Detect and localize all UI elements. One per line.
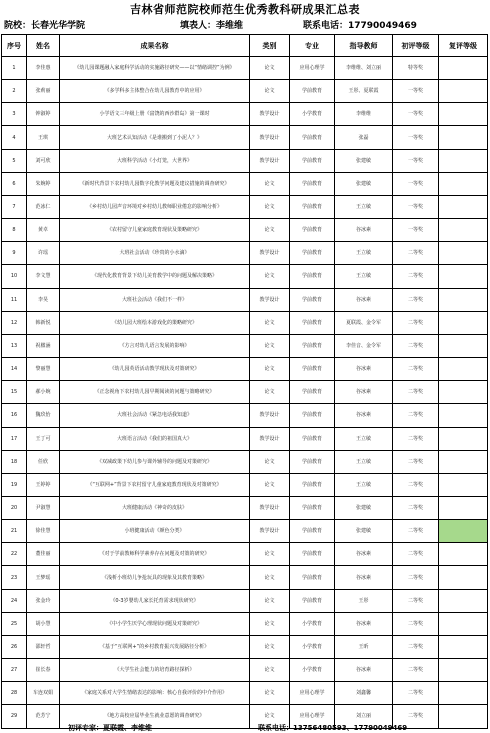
cell-advisor: 谷冰素: [335, 219, 393, 242]
sheet-title: 吉林省师范院校师范生优秀教科研成果汇总表: [130, 3, 360, 16]
cell-no: 12: [2, 311, 27, 334]
cell-title: 《幼儿园大班绘本游戏化的策略研究》: [60, 311, 250, 334]
table-row: [2, 265, 488, 288]
cell-major: 学前教育: [290, 195, 335, 218]
cell-first-grade: 二等奖: [393, 589, 439, 612]
cell-first-grade: 二等奖: [393, 288, 439, 311]
cell-title: 大班社会活动《珍贵的小水滴》: [60, 242, 250, 265]
cell-advisor: 李维维、刘立丽: [335, 57, 393, 80]
cell-second-grade: [439, 80, 488, 103]
col-header-title: 成果名称: [60, 35, 250, 57]
cell-title: 《家庭关系对大学生情绪表达的影响：核心自我评价的中介作用》: [60, 682, 250, 705]
cell-advisor: 张建敏: [335, 172, 393, 195]
cell-second-grade: [439, 404, 488, 427]
cell-major: 学前教育: [290, 427, 335, 450]
cell-category: 论文: [250, 265, 290, 288]
cell-major: 应用心理学: [290, 705, 335, 728]
cell-title: 《基于“互联网+”的乡村教育振兴发展路径分析》: [60, 635, 250, 658]
cell-first-grade: 二等奖: [393, 242, 439, 265]
cell-no: 1: [2, 57, 27, 80]
cell-category: 论文: [250, 195, 290, 218]
cell-name: 王丁可: [27, 427, 60, 450]
cell-name: 董佳丽: [27, 543, 60, 566]
cell-second-grade: [439, 195, 488, 218]
col-header-name: 姓名: [27, 35, 60, 57]
footer-row: [0, 723, 490, 733]
col-header-second-grade: 复评等级: [439, 35, 488, 57]
cell-first-grade: 二等奖: [393, 381, 439, 404]
cell-name: 许瑶: [27, 242, 60, 265]
cell-no: 16: [2, 404, 27, 427]
cell-advisor: 谷冰素: [335, 612, 393, 635]
footer-experts: 初评专家：夏联霞、李维维: [68, 724, 152, 732]
cell-first-grade: 一等奖: [393, 172, 439, 195]
cell-first-grade: 二等奖: [393, 473, 439, 496]
cell-major: 学前教育: [290, 219, 335, 242]
cell-second-grade: [439, 496, 488, 519]
cell-category: 论文: [250, 334, 290, 357]
table-row: [2, 242, 488, 265]
cell-first-grade: 二等奖: [393, 520, 439, 543]
cell-advisor: 王立敏: [335, 450, 393, 473]
cell-category: 论文: [250, 612, 290, 635]
cell-no: 6: [2, 172, 27, 195]
cell-name: 王婷婷: [27, 473, 60, 496]
cell-no: 23: [2, 566, 27, 589]
cell-category: 教学设计: [250, 288, 290, 311]
cell-major: 学前教育: [290, 381, 335, 404]
cell-category: 论文: [250, 311, 290, 334]
cell-name: 魏玖怡: [27, 404, 60, 427]
cell-title: 《浅析小班幼儿争抢玩具的现象及其教育策略》: [60, 566, 250, 589]
cell-no: 22: [2, 543, 27, 566]
cell-second-grade: [439, 682, 488, 705]
cell-no: 25: [2, 612, 27, 635]
table-row: [2, 219, 488, 242]
table-row: [2, 496, 488, 519]
cell-no: 9: [2, 242, 27, 265]
cell-major: 学前教育: [290, 126, 335, 149]
table-row: [2, 195, 488, 218]
cell-first-grade: 一等奖: [393, 149, 439, 172]
table-row: [2, 520, 488, 543]
cell-category: 论文: [250, 473, 290, 496]
table-row: [2, 473, 488, 496]
cell-category: 论文: [250, 219, 290, 242]
cell-title: 《对于学前教师科学素养存在问题及对策的研究》: [60, 543, 250, 566]
cell-name: 崔长春: [27, 659, 60, 682]
cell-category: 论文: [250, 80, 290, 103]
cell-title: 大班科学活动《小灯笼，大世界》: [60, 149, 250, 172]
cell-title: 大班社会活动《我们不一样》: [60, 288, 250, 311]
cell-name: 张金玲: [27, 589, 60, 612]
cell-category: 论文: [250, 682, 290, 705]
cell-first-grade: 二等奖: [393, 705, 439, 728]
cell-second-grade: [439, 381, 488, 404]
cell-category: 教学设计: [250, 427, 290, 450]
cell-first-grade: 二等奖: [393, 450, 439, 473]
table-row: [2, 635, 488, 658]
cell-advisor: 谷冰素: [335, 659, 393, 682]
cell-title: 《大学生社会能力的培育路径探析》: [60, 659, 250, 682]
cell-advisor: 张建敏: [335, 520, 393, 543]
cell-second-grade: [439, 149, 488, 172]
cell-no: 20: [2, 496, 27, 519]
cell-major: 应用心理学: [290, 57, 335, 80]
cell-advisor: 张建敏: [335, 149, 393, 172]
cell-name: 车连双娟: [27, 682, 60, 705]
cell-name: 任欣: [27, 450, 60, 473]
table-row: [2, 381, 488, 404]
cell-major: 应用心理学: [290, 682, 335, 705]
table-row: [2, 80, 488, 103]
cell-second-grade: [439, 635, 488, 658]
cell-major: 学前教育: [290, 265, 335, 288]
cell-advisor: 王彤: [335, 589, 393, 612]
cell-first-grade: 特等奖: [393, 57, 439, 80]
table-row: [2, 358, 488, 381]
cell-category: 论文: [250, 589, 290, 612]
cell-name: 胡小慧: [27, 612, 60, 635]
cell-advisor: 刘立丽: [335, 705, 393, 728]
cell-no: 14: [2, 358, 27, 381]
cell-name: 刘可欣: [27, 149, 60, 172]
cell-first-grade: 二等奖: [393, 358, 439, 381]
cell-advisor: 谷冰素: [335, 381, 393, 404]
table-row: [2, 612, 488, 635]
cell-advisor: 谷冰素: [335, 543, 393, 566]
cell-advisor: 王立敏: [335, 427, 393, 450]
cell-title: 《农村留守儿童家庭教育现状及策略研究》: [60, 219, 250, 242]
cell-category: 教学设计: [250, 496, 290, 519]
cell-second-grade: [439, 566, 488, 589]
cell-advisor: 谷冰素: [335, 358, 393, 381]
cell-advisor: 张建敏: [335, 496, 393, 519]
cell-second-grade: [439, 543, 488, 566]
col-header-advisor: 指导教师: [335, 35, 393, 57]
table-row: [2, 659, 488, 682]
table-header-row: [2, 35, 488, 57]
cell-title: 大班艺术认知活动《是谁搬到了小泥人？》: [60, 126, 250, 149]
filler-label: 填表人：李维维: [180, 21, 244, 31]
cell-advisor: 谷冰素: [335, 566, 393, 589]
cell-first-grade: 一等奖: [393, 219, 439, 242]
cell-title: 大班语言活动《我们的祖国真大》: [60, 427, 250, 450]
cell-title: 《多学科多主体整合在幼儿园教育中的应用》: [60, 80, 250, 103]
cell-name: 张莉丽: [27, 80, 60, 103]
cell-title: 《正念视角下农村幼儿园早期阅读的问题与策略研究》: [60, 381, 250, 404]
cell-second-grade: [439, 288, 488, 311]
cell-major: 学前教育: [290, 334, 335, 357]
cell-major: 学前教育: [290, 149, 335, 172]
cell-major: 学前教育: [290, 358, 335, 381]
cell-title: 小学语文三年级上册《富饶的西沙群岛》第一课时: [60, 103, 250, 126]
cell-no: 10: [2, 265, 27, 288]
cell-name: 李佳惠: [27, 57, 60, 80]
cell-first-grade: 二等奖: [393, 311, 439, 334]
cell-title: 《“互联网+”背景下农村留守儿童家庭教育现状及对策研究》: [60, 473, 250, 496]
cell-advisor: 王昕: [335, 635, 393, 658]
cell-second-grade: [439, 427, 488, 450]
table-row: [2, 172, 488, 195]
table-row: [2, 682, 488, 705]
cell-no: 4: [2, 126, 27, 149]
table-row: [2, 589, 488, 612]
cell-advisor: 王立敏: [335, 265, 393, 288]
cell-title: 《方言对幼儿语言发展的影响》: [60, 334, 250, 357]
cell-category: 教学设计: [250, 103, 290, 126]
cell-major: 学前教育: [290, 496, 335, 519]
cell-category: 论文: [250, 358, 290, 381]
cell-second-grade: [439, 103, 488, 126]
cell-name: 韩新悦: [27, 311, 60, 334]
cell-major: 学前教育: [290, 520, 335, 543]
cell-name: 王琪: [27, 126, 60, 149]
cell-name: 王梦瑶: [27, 566, 60, 589]
cell-category: 论文: [250, 543, 290, 566]
phone-label: 联系电话：17790049469: [303, 21, 417, 31]
cell-no: 3: [2, 103, 27, 126]
cell-title: 《0-3岁婴幼儿家长托育需求现状研究》: [60, 589, 250, 612]
table-row: [2, 288, 488, 311]
cell-no: 8: [2, 219, 27, 242]
cell-name: 黄卓: [27, 219, 60, 242]
table-row: [2, 543, 488, 566]
cell-name: 朱婉婷: [27, 172, 60, 195]
cell-first-grade: 一等奖: [393, 80, 439, 103]
cell-no: 26: [2, 635, 27, 658]
cell-name: 徐佳慧: [27, 520, 60, 543]
cell-category: 教学设计: [250, 126, 290, 149]
cell-category: 论文: [250, 57, 290, 80]
cell-second-grade: [439, 265, 488, 288]
cell-major: 学前教育: [290, 80, 335, 103]
cell-second-grade: [439, 334, 488, 357]
cell-no: 5: [2, 149, 27, 172]
cell-no: 2: [2, 80, 27, 103]
cell-major: 学前教育: [290, 242, 335, 265]
table-body: [2, 57, 488, 729]
cell-name: 李昊: [27, 288, 60, 311]
cell-advisor: 王立敏: [335, 242, 393, 265]
cell-category: 论文: [250, 172, 290, 195]
cell-first-grade: 二等奖: [393, 404, 439, 427]
cell-title: 《幼儿园课题融入家庭科学活动的实施路径研究——以“情绪调控”为例》: [60, 57, 250, 80]
cell-advisor: 王彤、夏联霞: [335, 80, 393, 103]
cell-name: 钟淑婷: [27, 103, 60, 126]
cell-no: 28: [2, 682, 27, 705]
cell-advisor: 张磊: [335, 126, 393, 149]
cell-title: 《中小学生厌学心理现状问题及对策研究》: [60, 612, 250, 635]
cell-second-grade: [439, 358, 488, 381]
cell-advisor: 王立敏: [335, 195, 393, 218]
cell-second-grade: [439, 659, 488, 682]
cell-title: 小班健康活动《颜色分类》: [60, 520, 250, 543]
table-row: [2, 566, 488, 589]
cell-name: 郝小婉: [27, 381, 60, 404]
cell-major: 学前教育: [290, 450, 335, 473]
cell-second-grade: [439, 57, 488, 80]
cell-major: 小学教育: [290, 635, 335, 658]
table-row: [2, 334, 488, 357]
cell-first-grade: 二等奖: [393, 682, 439, 705]
col-header-no: 序号: [2, 35, 27, 57]
cell-first-grade: 二等奖: [393, 612, 439, 635]
cell-name: 黎丽慧: [27, 358, 60, 381]
cell-no: 29: [2, 705, 27, 728]
cell-second-grade: [439, 450, 488, 473]
cell-first-grade: 一等奖: [393, 195, 439, 218]
cell-major: 小学教育: [290, 612, 335, 635]
cell-second-grade: [439, 520, 488, 543]
cell-title: 《双减政策下幼儿参与课外辅导的问题及对策研究》: [60, 450, 250, 473]
cell-category: 论文: [250, 659, 290, 682]
info-row: [0, 19, 490, 33]
footer-phone: 联系电话：13756480593、17790049469: [258, 724, 408, 732]
cell-second-grade: [439, 172, 488, 195]
cell-category: 教学设计: [250, 149, 290, 172]
cell-category: 论文: [250, 635, 290, 658]
cell-name: 祝楹涵: [27, 334, 60, 357]
cell-title: 《新时代背景下农村幼儿园数字化教学问题及建议措施的调查研究》: [60, 172, 250, 195]
cell-no: 27: [2, 659, 27, 682]
cell-first-grade: 二等奖: [393, 543, 439, 566]
cell-major: 学前教育: [290, 288, 335, 311]
cell-no: 24: [2, 589, 27, 612]
cell-category: 论文: [250, 450, 290, 473]
cell-first-grade: 二等奖: [393, 427, 439, 450]
cell-major: 学前教育: [290, 473, 335, 496]
cell-no: 19: [2, 473, 27, 496]
cell-category: 教学设计: [250, 242, 290, 265]
cell-first-grade: 一等奖: [393, 103, 439, 126]
cell-advisor: 李维维: [335, 103, 393, 126]
cell-first-grade: 二等奖: [393, 496, 439, 519]
cell-name: 邵轩哲: [27, 635, 60, 658]
cell-second-grade: [439, 612, 488, 635]
table-row: [2, 450, 488, 473]
cell-second-grade: [439, 473, 488, 496]
cell-first-grade: 一等奖: [393, 126, 439, 149]
cell-second-grade: [439, 126, 488, 149]
cell-major: 学前教育: [290, 589, 335, 612]
col-header-major: 专业: [290, 35, 335, 57]
cell-no: 11: [2, 288, 27, 311]
cell-second-grade: [439, 311, 488, 334]
cell-first-grade: 二等奖: [393, 659, 439, 682]
cell-category: 教学设计: [250, 404, 290, 427]
cell-major: 学前教育: [290, 172, 335, 195]
cell-category: 论文: [250, 705, 290, 728]
cell-category: 教学设计: [250, 520, 290, 543]
cell-name: 范冰仁: [27, 195, 60, 218]
cell-major: 学前教育: [290, 311, 335, 334]
cell-major: 学前教育: [290, 566, 335, 589]
cell-no: 13: [2, 334, 27, 357]
cell-category: 论文: [250, 566, 290, 589]
col-header-first-grade: 初评等级: [393, 35, 439, 57]
cell-no: 21: [2, 520, 27, 543]
cell-major: 学前教育: [290, 543, 335, 566]
table-row: [2, 427, 488, 450]
table-row: [2, 126, 488, 149]
cell-second-grade: [439, 589, 488, 612]
cell-first-grade: 二等奖: [393, 265, 439, 288]
cell-title: 《现代化教育背景下幼儿美育教学中的问题及解决策略》: [60, 265, 250, 288]
cell-first-grade: 二等奖: [393, 334, 439, 357]
cell-advisor: 谷冰素: [335, 288, 393, 311]
cell-title: 《幼儿园英语活动教学现状及对策研究》: [60, 358, 250, 381]
cell-advisor: 李佳音、金令军: [335, 334, 393, 357]
cell-major: 小学教育: [290, 103, 335, 126]
table-row: [2, 103, 488, 126]
cell-name: 尹淑慧: [27, 496, 60, 519]
col-header-category: 类别: [250, 35, 290, 57]
cell-advisor: 王立敏: [335, 473, 393, 496]
cell-first-grade: 二等奖: [393, 566, 439, 589]
cell-advisor: 谷冰素: [335, 404, 393, 427]
cell-no: 7: [2, 195, 27, 218]
cell-advisor: 夏联霞、金令军: [335, 311, 393, 334]
table-row: [2, 404, 488, 427]
cell-second-grade: [439, 242, 488, 265]
cell-advisor: 刘鑫馨: [335, 682, 393, 705]
cell-major: 小学教育: [290, 659, 335, 682]
cell-major: 学前教育: [290, 404, 335, 427]
table-row: [2, 149, 488, 172]
cell-first-grade: 二等奖: [393, 635, 439, 658]
cell-name: 李文慧: [27, 265, 60, 288]
table-row: [2, 57, 488, 80]
cell-title: 大班社会活动《紧急电话我知道》: [60, 404, 250, 427]
cell-category: 论文: [250, 381, 290, 404]
cell-title: 《地方高校应届毕业生就业意愿的调查研究》: [60, 705, 250, 728]
cell-title: 大班健康活动《神奇的皮肤》: [60, 496, 250, 519]
cell-no: 15: [2, 381, 27, 404]
cell-no: 18: [2, 450, 27, 473]
cell-title: 《乡村幼儿园声音环境对乡村幼儿教师职业倦怠的影响分析》: [60, 195, 250, 218]
school-label: 院校：长春光华学院: [4, 21, 86, 31]
results-table: [1, 34, 488, 729]
cell-second-grade: [439, 219, 488, 242]
cell-no: 17: [2, 427, 27, 450]
table-row: [2, 311, 488, 334]
cell-name: 范芳宁: [27, 705, 60, 728]
